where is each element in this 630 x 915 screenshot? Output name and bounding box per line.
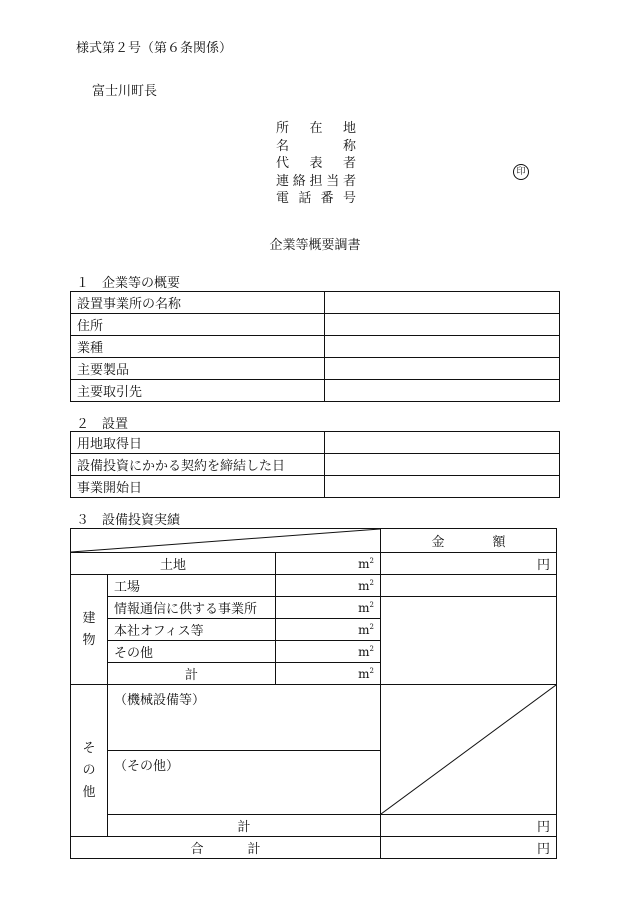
row-value[interactable]	[325, 292, 560, 314]
land-label: 土地	[71, 553, 276, 575]
table-row	[71, 314, 560, 336]
sender-field-contact: 連 絡 担 当 者	[276, 173, 356, 189]
table-row	[71, 553, 557, 575]
row-label: 用地取得日	[71, 432, 325, 454]
sender-block	[276, 120, 356, 208]
section3-table	[70, 528, 557, 859]
building-subtotal-area[interactable]: $m^2$	[276, 663, 381, 685]
land-area[interactable]: $m^2$	[276, 553, 381, 575]
addressee: 富士川町長	[92, 84, 158, 99]
other-subtotal-label: 計	[108, 815, 381, 837]
table-row	[71, 380, 560, 402]
building-area[interactable]: $m^2$	[276, 641, 381, 663]
building-row-label: その他	[108, 641, 276, 663]
row-label: 住所	[71, 314, 325, 336]
other-machinery[interactable]: （機械設備等）	[108, 685, 381, 751]
sender-field-phone: 電 話 番 号	[276, 191, 356, 206]
building-area[interactable]: $m^2$	[276, 619, 381, 641]
building-row-label: 本社オフィス等	[108, 619, 276, 641]
section2-heading: ２ 設置	[76, 417, 129, 432]
row-label: 設備投資にかかる契約を締結した日	[71, 454, 325, 476]
building-row-label: 情報通信に供する事業所	[108, 597, 276, 619]
row-label: 事業開始日	[71, 476, 325, 498]
building-area[interactable]: $m^2$	[276, 575, 381, 597]
table-row	[71, 837, 557, 859]
row-value[interactable]	[325, 336, 560, 358]
building-label: 建 物	[71, 575, 108, 685]
section3-heading: ３ 設備投資実績	[76, 513, 181, 528]
building-subtotal-label: 計	[108, 663, 276, 685]
other-subtotal-amount[interactable]: 円	[381, 815, 557, 837]
building-amount-blank[interactable]	[381, 575, 557, 597]
table-row	[71, 685, 557, 751]
document-title: 企業等概要調書	[269, 238, 361, 253]
table-row	[71, 358, 560, 380]
row-value[interactable]	[325, 314, 560, 336]
amount-header: 金 額	[381, 529, 557, 553]
row-value[interactable]	[325, 432, 560, 454]
table-row	[71, 432, 560, 454]
seal-mark: 印	[513, 164, 529, 180]
table-row	[71, 575, 557, 597]
other-misc[interactable]: （その他）	[108, 751, 381, 815]
table-row	[71, 292, 560, 314]
header-diagonal-cell	[71, 529, 381, 553]
section1-heading: １ 企業等の概要	[76, 276, 181, 291]
section1-table	[70, 291, 560, 402]
building-amount[interactable]	[381, 597, 557, 685]
row-value[interactable]	[325, 454, 560, 476]
building-area[interactable]: $m^2$	[276, 597, 381, 619]
other-amount-diagonal	[381, 685, 557, 815]
sender-field-address: 所 在 地	[276, 121, 356, 136]
table-row	[71, 529, 557, 553]
row-label: 主要取引先	[71, 380, 325, 402]
sender-field-name: 名 称	[276, 138, 356, 154]
row-value[interactable]	[325, 358, 560, 380]
grand-total-amount[interactable]: 円	[381, 837, 557, 859]
table-row	[71, 597, 557, 619]
building-row-label: 工場	[108, 575, 276, 597]
table-row	[71, 336, 560, 358]
other-label: そ の 他	[71, 685, 108, 837]
row-label: 設置事業所の名称	[71, 292, 325, 314]
row-label: 業種	[71, 336, 325, 358]
table-row	[71, 815, 557, 837]
form-number: 様式第２号（第６条関係）	[76, 41, 233, 56]
table-row	[71, 476, 560, 498]
sender-field-representative: 代 表 者	[276, 156, 356, 171]
row-label: 主要製品	[71, 358, 325, 380]
grand-total-label: 合 計	[71, 837, 381, 859]
table-row	[71, 454, 560, 476]
land-amount[interactable]: 円	[381, 553, 557, 575]
row-value[interactable]	[325, 380, 560, 402]
row-value[interactable]	[325, 476, 560, 498]
section2-table	[70, 431, 560, 498]
